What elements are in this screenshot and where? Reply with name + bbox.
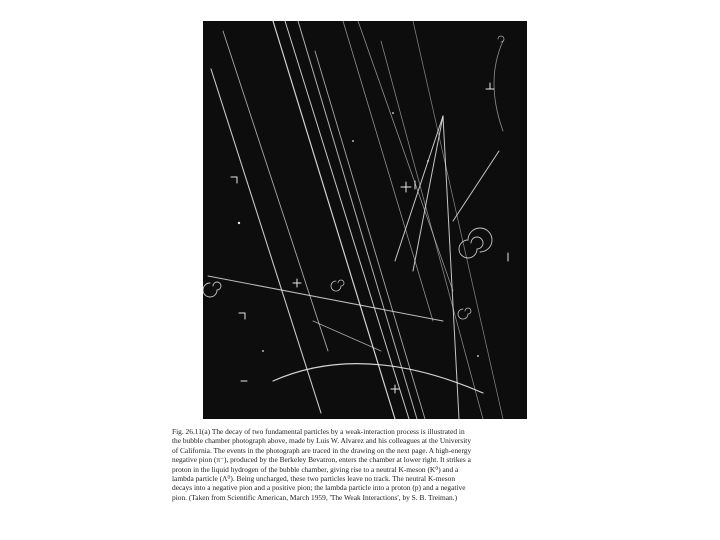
bubble-chamber-tracks [203,21,527,419]
caption-line: decays into a negative pion and a positive pion; the lambda particle into a proton (p) and a negative [172,483,466,493]
spiral-track [459,228,492,258]
caption-line: pion. (Taken from Scientific American, March 1959, 'The Weak Interactions', by S. B. Treiman.) [172,492,458,502]
track-line [381,41,483,419]
fiducial-mark [231,177,237,183]
bubble-dot [477,355,479,357]
fiducial-mark [293,279,301,287]
spiral-track [458,308,471,319]
track-line [211,69,321,413]
figure-caption [172,427,558,502]
bubble-dot [238,222,240,224]
spiral-track [498,36,504,42]
fiducial-mark [391,385,399,393]
spiral-track [203,282,221,297]
caption-line: negative pion (π⁻), produced by the Berkeley Bevatron, enters the chamber at lower right. It strikes a [172,455,471,465]
curved-track [494,41,503,131]
fiducial-mark [486,83,494,89]
bubble-chamber-photograph [203,21,527,419]
caption-line: Fig. 26.11(a) The decay of two fundamental particles by a weak-interaction process is illustrated in [172,427,465,436]
fiducial-mark [239,313,245,319]
caption-line: the bubble chamber photograph above, made by Luis W. Alvarez and his colleagues at the University [172,436,472,446]
decay-track [453,151,499,221]
bubble-dot [262,350,264,352]
decay-track [443,116,459,419]
bubble-dot [352,140,354,142]
track-line [208,276,443,321]
caption-line: proton in the liquid hydrogen of the bubble chamber, giving rise to a neutral K-meson (K⁰) and a [172,464,459,474]
fiducial-mark [401,182,411,192]
spiral-track [331,280,344,291]
track-line [273,21,395,419]
track-line [298,21,417,419]
track-line [358,21,453,291]
caption-line: of California. The events in the photograph are traced in the drawing on the next page. A high-energy [172,445,472,455]
bubble-dot [392,112,394,114]
track-line [413,21,503,419]
bubble-dot [427,160,429,162]
caption-line: lambda particle (Λ⁰). Being uncharged, these two particles leave no track. The neutral K-meson [172,474,456,484]
track-line [223,31,328,351]
curved-track [273,364,483,393]
